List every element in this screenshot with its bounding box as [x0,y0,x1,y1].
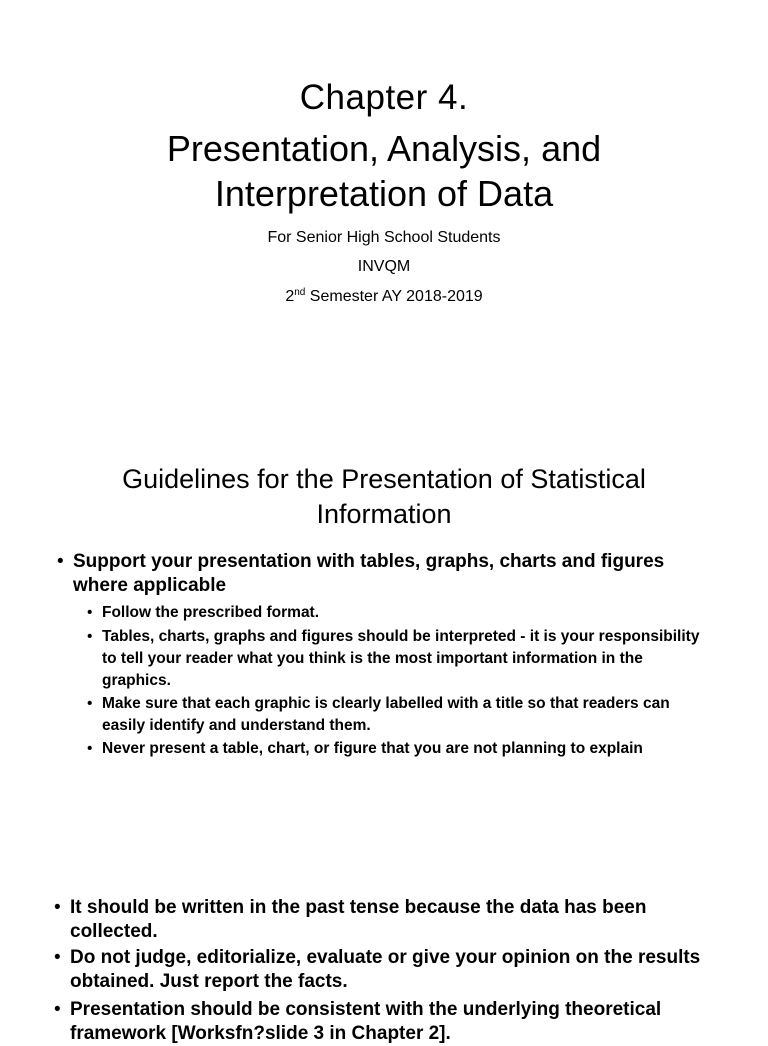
bullet-dot: • [87,628,93,645]
bullet-main [57,550,717,598]
bullet-dot: • [87,695,93,712]
bullet-item [54,896,714,944]
sub-bullet [87,602,707,624]
bullet-item [54,998,714,1046]
bullet-main-text: Support your presentation with tables, graphs, charts and figures where applicable [73,551,665,596]
guidelines-heading-line-2: Information [316,499,452,529]
school-text: INVQM [357,258,411,275]
bullet-dot: • [54,897,61,918]
sub-bullet-text: Never present a table, chart, or figure that you are not planning to explain [102,740,643,757]
bullet-dot: • [54,947,61,968]
writing-guidelines-slide [0,880,768,1044]
guidelines-slide [0,440,768,860]
bullet-dot: • [87,740,93,757]
slide-title-line-1: Presentation, Analysis, and [166,128,602,169]
sub-bullet [87,693,707,737]
sub-bullet-text: Make sure that each graphic is clearly labelled with a title so that readers can easily identify and understand them. [102,695,670,734]
slide-title [0,126,768,216]
audience-text: For Senior High School Students [267,229,501,246]
bullet-dot: • [54,999,61,1020]
bullet-item-text: Presentation should be consistent with the underlying theoretical framework [Worksfn?slide 3 in Chapter 2]. [70,999,662,1044]
bullet-dot: • [87,604,93,621]
semester-rest: Semester AY 2018-2019 [305,288,483,305]
bullet-item-text: It should be written in the past tense because the data has been collected. [70,897,647,942]
chapter-label: Chapter 4. [299,78,469,117]
bullet-item-text: Do not judge, editorialize, evaluate or give your opinion on the results obtained. Just report the facts. [70,947,701,992]
semester-ordinal-suffix: nd [294,287,306,298]
sub-bullet [87,738,707,760]
semester-text [0,287,768,306]
bullet-item [54,946,714,994]
sub-bullet [87,626,707,692]
bullet-dot: • [57,551,64,572]
guidelines-heading-line-1: Guidelines for the Presentation of Statistical [122,464,646,494]
semester-number: 2 [285,288,295,305]
sub-bullet-text: Tables, charts, graphs and figures should be interpreted - it is your responsibility to tell your reader what you think is the most important information in the graphics. [102,628,700,689]
sub-bullet-text: Follow the prescribed format. [102,604,320,621]
title-slide [0,0,768,400]
guidelines-heading [0,462,768,532]
slide-title-line-2: Interpretation of Data [214,173,554,214]
